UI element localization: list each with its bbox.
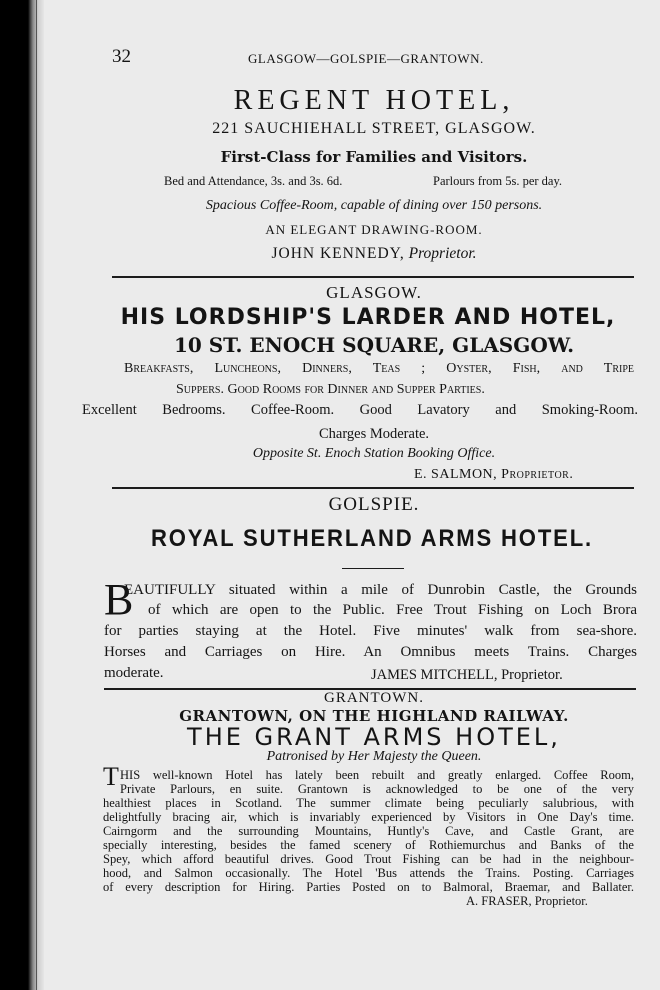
grant-text-line: specially interesting, besides the famed scenery of Rothiemurchus and Banks of the xyxy=(103,838,634,852)
divider xyxy=(112,276,634,278)
sutherland-proprietor: JAMES MITCHELL, Proprietor. xyxy=(371,667,563,683)
regent-hotel-name: REGENT HOTEL, xyxy=(233,85,515,116)
lordship-hotel-name: HIS LORDSHIP'S LARDER AND HOTEL, xyxy=(120,305,616,330)
regent-proprietor xyxy=(112,245,636,263)
divider xyxy=(112,487,634,489)
lordship-address: 10 ST. ENOCH SQUARE, GLASGOW. xyxy=(173,333,575,357)
regent-address: 221 SAUCHIEHALL STREET, GLASGOW. xyxy=(212,120,536,137)
grant-hotel-name: THE GRANT ARMS HOTEL, xyxy=(187,723,561,751)
sutherland-hotel-name: ROYAL SUTHERLAND ARMS HOTEL. xyxy=(150,525,594,552)
regent-proprietor-name: JOHN KENNEDY, xyxy=(271,245,405,262)
grant-text-line: of every description for Hiring. Parties Posted on to Balmoral, Braemar, and Ballater. xyxy=(103,880,634,894)
grant-drop-cap: T xyxy=(103,762,119,791)
grant-proprietor: A. FRASER, Proprietor. xyxy=(466,894,588,908)
lordship-amenities-line: Excellent Bedrooms. Coffee-Room. Good Lavatory and Smoking-Room. xyxy=(82,402,638,418)
lordship-charges: Charges Moderate. xyxy=(318,426,430,442)
sutherland-text-line: EAUTIFULLY situated within a mile of Dunrobin Castle, the Grounds xyxy=(124,582,637,598)
grant-patron: Patronised by Her Majesty the Queen. xyxy=(266,749,482,764)
lordship-opposite: Opposite St. Enoch Station Booking Office. xyxy=(252,446,496,461)
grant-text-line: Private Parlours, en suite. Grantown is acknowledged to be one of the very xyxy=(120,782,634,796)
regent-rates-right: Parlours from 5s. per day. xyxy=(433,174,563,188)
sutherland-text-line: of which are open to the Public. Free Trout Fishing on Loch Brora xyxy=(148,602,637,618)
regent-drawing-room: AN ELEGANT DRAWING-ROOM. xyxy=(265,222,483,237)
grant-text-line: hood, and Salmon occasionally. The Hotel 'Bus attends the Trains. Posting. Carriages xyxy=(103,866,634,880)
page-number: 32 xyxy=(112,46,131,67)
lordship-rooms-line: Suppers. Good Rooms for Dinner and Supper Parties. xyxy=(176,382,485,397)
grant-text-line: healthiest places in Scotland. The summer climate being peculiarly salubrious, with xyxy=(103,796,634,810)
lordship-city: GLASGOW. xyxy=(326,283,422,302)
sutherland-text-line: for parties staying at the Hotel. Five minutes' walk from sea-shore. xyxy=(104,623,637,639)
regent-rates-left: Bed and Attendance, 3s. and 3s. 6d. xyxy=(164,174,343,188)
short-rule xyxy=(342,568,404,569)
grant-text-line: Spey, which afford beautiful drives. Good Trout Fishing can be had in the neighbour- xyxy=(103,852,634,866)
lordship-proprietor: E. SALMON, Proprietor. xyxy=(414,467,574,482)
sutherland-text-line: moderate. xyxy=(104,665,164,681)
regent-tagline: First-Class for Families and Visitors. xyxy=(220,148,528,166)
running-title: GLASGOW—GOLSPIE—GRANTOWN. xyxy=(248,51,484,66)
grant-text-line: Cairngorm and the surrounding Mountains, Huntly's Cave, and Castle Grant, are xyxy=(103,824,634,838)
grant-city: GRANTOWN. xyxy=(324,690,424,706)
sutherland-city: GOLSPIE. xyxy=(328,494,420,515)
regent-proprietor-title: Proprietor. xyxy=(408,245,477,262)
sutherland-text-line: Horses and Carriages on Hire. An Omnibus meets Trains. Charges xyxy=(104,644,637,660)
sutherland-drop-cap: B xyxy=(104,575,134,624)
lordship-meals-line: Breakfasts, Luncheons, Dinners, Teas ; Oyster, Fish, and Tripe xyxy=(124,361,634,376)
grant-text-line: delightfully bracing air, which is invariably experienced by Visitors in One Day's time. xyxy=(103,810,634,824)
regent-coffee-room: Spacious Coffee-Room, capable of dining over 150 persons. xyxy=(205,198,543,213)
grant-railway: GRANTOWN, ON THE HIGHLAND RAILWAY. xyxy=(179,707,569,725)
grant-text-line: HIS well-known Hotel has lately been rebuilt and greatly enlarged. Coffee Room, xyxy=(120,768,634,782)
